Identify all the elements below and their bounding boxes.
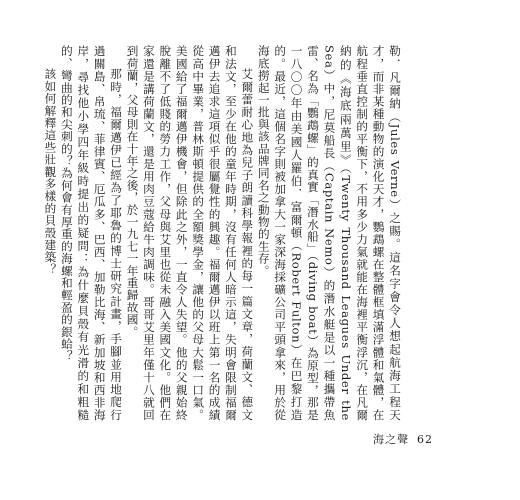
paragraph: 勒．凡爾納（Jules Verne）之賜。這名字會令人想起航海工程天才，而非某種動物的演化天才，鸚鵡螺在整體框填滿浮體和氣體，在航程垂直控制的平衡下，不用多少力氣就能在海裡平衡浮沉，在凡爾納的《海底兩萬里》（Twenty Thousand Leagues Under the Sea）中，尼莫船長（Captain Nemo）的潛水艇是以一種攜帶魚雷、名為「鸚鵡螺」的真實「潛水船」（diving boat）為原型，那是一八〇〇年由美國人羅伯．富爾頓（Robert Fulton）在巴黎打造的。最近，這個名字則被加拿大一家深海採礦公司平頭拿來，用於從海底撈起一批與該品牌同名之動物的生存。 [256,45,402,421]
paragraph: 該如何解釋這些壯觀多樣的貝殼建築？ [43,68,58,276]
page-footer [373,431,433,447]
running-head: 海之聲 [373,433,409,446]
body-text [43,45,403,421]
paragraph: 那時，福爾邁伊已經為了耶魯的博士研究計畫，手腳並用地爬行過關島、帛琉、菲律賓、厄瓜多、巴西、加勒比海、新加坡和西非海岸，尋找他小學四年級時提出的疑問：為什麼貝殼有光滑的和粗糙的、彎曲的和尖刺的？為何會有厚重的海螺和輕盈的銀蛤？ [59,45,124,421]
page-number: 62 [417,433,433,446]
paragraph: 艾爾蕾耐心地為兒子朗讀科學報裡的每一篇文章，荷蘭文、德文和法文，至少在他的童年時期，沒有任何人暗示這，失明會限制福爾邁伊去追求這項似乎很屬覺性的興趣。福爾邁伊以班上第一名的成績從高中畢業，普林斯頓提供的全額獎學金，讓他的父母大鬆一口氣。美國給了福爾邁伊機會，但除此之外，一直令人失望。他的父親始終脫離不了低賤的勞力工作，父母與艾里也從未融入美國文化。他們在家還是講荷蘭文，還是用肉豆蔻給牛肉調味。哥哥艾里年僅十八就回到荷蘭，父母則在十年之後，於一九七一年重歸故國。 [125,45,255,421]
